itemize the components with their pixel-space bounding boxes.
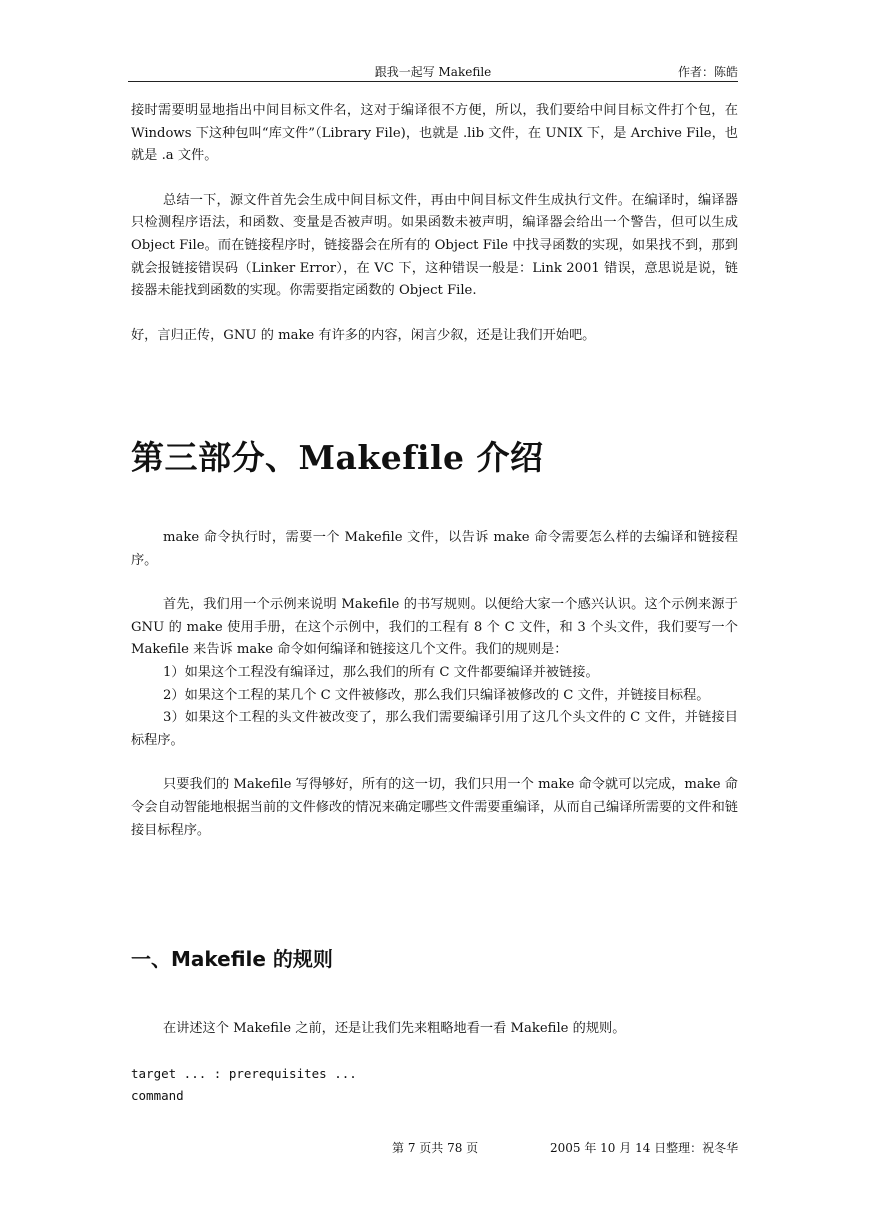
paragraph-example: 首先，我们用一个示例来说明 Makefile 的书写规则。以便给大家一个感兴认识。这个示例来源于 GNU 的 make 使用手册，在这个示例中，我们的工程有 8 个 C 文件，和 3 个头文件，我们要写一个 Makefile 来告诉 make 命令如何编译和链接这几个文件。我们的规则是： [131,597,738,658]
code-line-command: command [131,1088,184,1104]
body-rule [131,1018,738,1108]
code-line-target: target ... : prerequisites ... [131,1065,357,1081]
page-header [128,61,738,82]
paragraph-makefile-good: 只要我们的 Makefile 写得够好，所有的这一切，我们只用一个 make 命令就可以完成，make 命令会自动智能地根据当前的文件修改的情况来确定哪些文件需要重编译，从而自己编译所需要的文件和链接目标程序。 [131,777,738,838]
section-title: 第三部分、Makefile 介绍 [131,438,544,477]
paragraph-summary: 总结一下，源文件首先会生成中间目标文件，再由中间目标文件生成执行文件。在编译时，编译器只检测程序语法，和函数、变量是否被声明。如果函数未被声明，编译器会给出一个警告，但可以生成 Object File。而在链接程序时，链接器会在所有的 Object File 中找寻函数的实现，如果找不到，那到就会报链接错误码（Linker Error），在 VC 下，这种错误一般是：Link 2001 错误，意思说是说，链接器未能找到函数的实现。你需要指定函数的 Object File. [131,192,738,299]
paragraph-library-file: 接时需要明显地指出中间目标文件名，这对于编译很不方便，所以，我们要给中间目标文件打个包，在 Windows 下这种包叫“库文件”（Library File)，也就是 .lib 文件，在 UNIX 下，是 Archive File，也就是 .a 文件。 [131,103,738,164]
paragraph-begin: 好，言归正传，GNU 的 make 有许多的内容，闲言少叙，还是让我们开始吧。 [131,327,596,343]
header-author: 作者：陈皓 [677,65,738,79]
paragraph-make-intro: make 命令执行时，需要一个 Makefile 文件，以告诉 make 命令需要怎么样的去编译和链接程序。 [131,530,738,568]
rule-item-3: 3）如果这个工程的头文件被改变了，那么我们需要编译引用了这几个头文件的 C 文件，并链接目标程序。 [131,710,738,748]
body-top [131,100,738,347]
rule-item-2: 2）如果这个工程的某几个 C 文件被修改，那么我们只编译被修改的 C 文件，并链接目标程。 [163,687,710,703]
footer-page-number: 第 7 页共 78 页 [392,1141,479,1155]
paragraph-rule-intro: 在讲述这个 Makefile 之前，还是让我们先来粗略地看一看 Makefile 的规则。 [163,1021,626,1036]
rule-item-1: 1）如果这个工程没有编译过，那么我们的所有 C 文件都要编译并被链接。 [163,664,599,680]
subsection-title: 一、Makefile 的规则 [131,947,333,971]
body-middle [131,527,738,842]
footer-date: 2005 年 10 月 14 日整理：祝冬华 [550,1141,739,1155]
header-title: 跟我一起写 Makefile [374,65,492,79]
